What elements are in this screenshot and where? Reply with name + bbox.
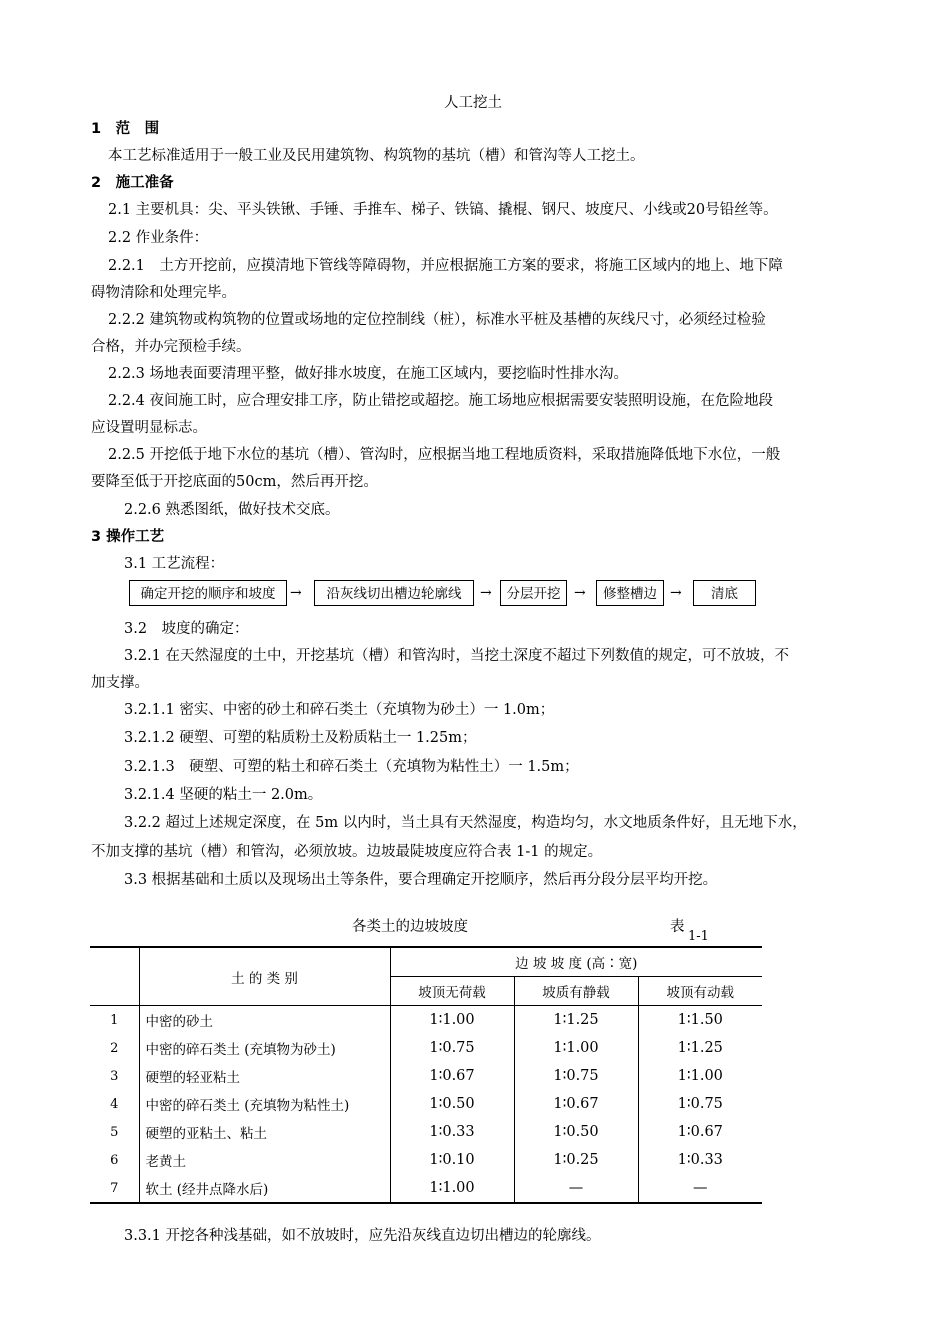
paragraph: 2.2.3 场地表面要清理平整，做好排水坡度，在施工区域内，要挖临时性排水沟。 [108,366,629,382]
flow-step: 确定开挖的顺序和坡度 [129,580,287,606]
slope-no-load: 1∶1.00 [390,1006,514,1035]
paragraph: 合格，并办完预检手续。 [91,339,251,355]
paragraph: 2.1 主要机具：尖、平头铁锹、手锤、手推车、梯子、铁镐、撬棍、钢尺、坡度尺、小线或20号铅丝等。 [108,202,778,218]
table-row [90,1034,762,1062]
row-number: 1 [90,1006,139,1035]
paragraph: 3.1 工艺流程： [124,556,225,572]
slope-table [90,946,762,1204]
slope-no-load: 1∶0.10 [390,1146,514,1174]
soil-type: 硬塑的亚粘土、粘土 [139,1118,390,1146]
arrow-icon: → [574,585,586,601]
paragraph: 3.2 坡度的确定： [124,621,249,637]
row-number: 4 [110,1096,119,1112]
paragraph: 本工艺标准适用于一般工业及民用建筑物、构筑物的基坑（槽）和管沟等人工挖土。 [108,148,645,164]
paragraph: 3.3 根据基础和土质以及现场出土等条件，要合理确定开挖顺序，然后再分段分层平均开挖。 [124,872,718,888]
table-number: 1-1 [688,929,709,944]
paragraph: 2.2 作业条件： [108,230,209,246]
table-header-type: 土 的 类 别 [139,947,390,1006]
soil-type: 老黄土 [139,1146,390,1174]
table-row [90,1006,762,1035]
slope-static-load: 1∶0.67 [514,1090,638,1118]
paragraph: 应设置明显标志。 [91,420,207,436]
table-row [90,1174,762,1203]
slope-no-load: 1∶0.75 [390,1034,514,1062]
row-number: 2 [110,1040,119,1056]
slope-dynamic-load: 1∶0.75 [638,1090,762,1118]
table-title: 各类土的边坡坡度 [352,919,468,935]
paragraph: 3.3.1 开挖各种浅基础，如不放坡时，应先沿灰线直边切出槽边的轮廓线。 [124,1228,601,1244]
paragraph: 3.2.1 在天然湿度的土中，开挖基坑（槽）和管沟时，当挖土深度不超过下列数值的规定，可不放坡，不 [124,648,789,664]
slope-static-load: 1∶0.25 [514,1146,638,1174]
slope-no-load: 1∶0.50 [390,1090,514,1118]
section-3-heading: 3 操作工艺 [91,529,165,545]
paragraph: 2.2.6 熟悉图纸，做好技术交底。 [124,502,340,518]
table-col-header: 坡顶有动载 [638,977,762,1006]
paragraph: 3.2.1.2 硬塑、可塑的粘质粉土及粉质粘土一 1.25m； [124,730,477,746]
table-col-header: 坡质有静载 [514,977,638,1006]
paragraph: 不加支撑的基坑（槽）和管沟，必须放坡。边坡最陡坡度应符合表 1-1 的规定。 [91,844,603,860]
slope-static-load: 1∶0.50 [514,1118,638,1146]
flow-step: 修整槽边 [596,580,664,606]
paragraph: 3.2.1.4 坚硬的粘土一 2.0m。 [124,787,323,803]
table-row [90,1090,762,1118]
paragraph: 3.2.1.3 硬塑、可塑的粘土和碎石类土（充填物为粘性土）一 1.5m； [124,759,579,775]
paragraph: 3.2.2 超过上述规定深度，在 5m 以内时，当土具有天然湿度，构造均匀，水文地质条件好，且无地下水， [124,815,807,831]
row-number: 5 [110,1124,119,1140]
flow-step: 清底 [693,580,756,606]
arrow-icon: → [290,585,302,601]
soil-type: 硬塑的轻亚粘土 [139,1062,390,1090]
table-label: 表 [670,919,685,935]
slope-no-load: 1∶0.33 [390,1118,514,1146]
slope-dynamic-load: 1∶1.00 [638,1062,762,1090]
slope-static-load: — [514,1174,638,1203]
slope-dynamic-load: 1∶0.67 [638,1118,762,1146]
soil-type: 中密的碎石类土 (充填物为砂土) [139,1034,390,1062]
paragraph: 碍物清除和处理完毕。 [91,285,236,301]
table-col-header: 坡顶无荷载 [390,977,514,1006]
slope-dynamic-load: — [638,1174,762,1203]
arrow-icon: → [480,585,492,601]
row-number: 3 [110,1068,119,1084]
soil-type: 中密的碎石类土 (充填物为粘性土) [139,1090,390,1118]
row-number: 6 [110,1152,119,1168]
flow-step: 分层开挖 [500,580,567,606]
paragraph: 2.2.2 建筑物或构筑物的位置或场地的定位控制线（桩），标准水平桩及基槽的灰线尺寸，必须经过检验 [108,312,766,328]
table-header-slope: 边 坡 坡 度 (高∶宽) [390,947,762,977]
flow-step: 沿灰线切出槽边轮廓线 [314,580,474,606]
paragraph: 3.2.1.1 密实、中密的砂土和碎石类土（充填物为砂土）一 1.0m； [124,702,555,718]
section-2-heading: 2 施工准备 [91,175,174,191]
soil-type: 中密的砂土 [139,1006,390,1035]
paragraph: 2.2.5 开挖低于地下水位的基坑（槽）、管沟时，应根据当地工程地质资料，采取措施降低地下水位，一般 [108,447,781,463]
table-header-blank [90,947,139,1006]
table-row [90,1118,762,1146]
paragraph: 2.2.4 夜间施工时，应合理安排工序，防止错挖或超挖。施工场地应根据需要安装照明设施，在危险地段 [108,393,773,409]
paragraph: 加支撑。 [91,675,149,691]
document-title: 人工挖土 [444,95,502,111]
paragraph: 要降至低于开挖底面的50cm，然后再开挖。 [91,474,378,490]
paragraph: 2.2.1 土方开挖前，应摸清地下管线等障碍物，并应根据施工方案的要求，将施工区域内的地上、地下障 [108,258,783,274]
slope-dynamic-load: 1∶1.25 [638,1034,762,1062]
arrow-icon: → [670,585,682,601]
section-1-heading: 1 范 围 [91,121,160,137]
table-row [90,1146,762,1174]
slope-dynamic-load: 1∶1.50 [638,1006,762,1035]
row-number: 7 [90,1174,139,1203]
slope-no-load: 1∶1.00 [390,1174,514,1203]
slope-static-load: 1∶1.00 [514,1034,638,1062]
slope-dynamic-load: 1∶0.33 [638,1146,762,1174]
slope-static-load: 1∶0.75 [514,1062,638,1090]
slope-static-load: 1∶1.25 [514,1006,638,1035]
slope-no-load: 1∶0.67 [390,1062,514,1090]
table-row [90,1062,762,1090]
soil-type: 软土 (经井点降水后) [139,1174,390,1203]
